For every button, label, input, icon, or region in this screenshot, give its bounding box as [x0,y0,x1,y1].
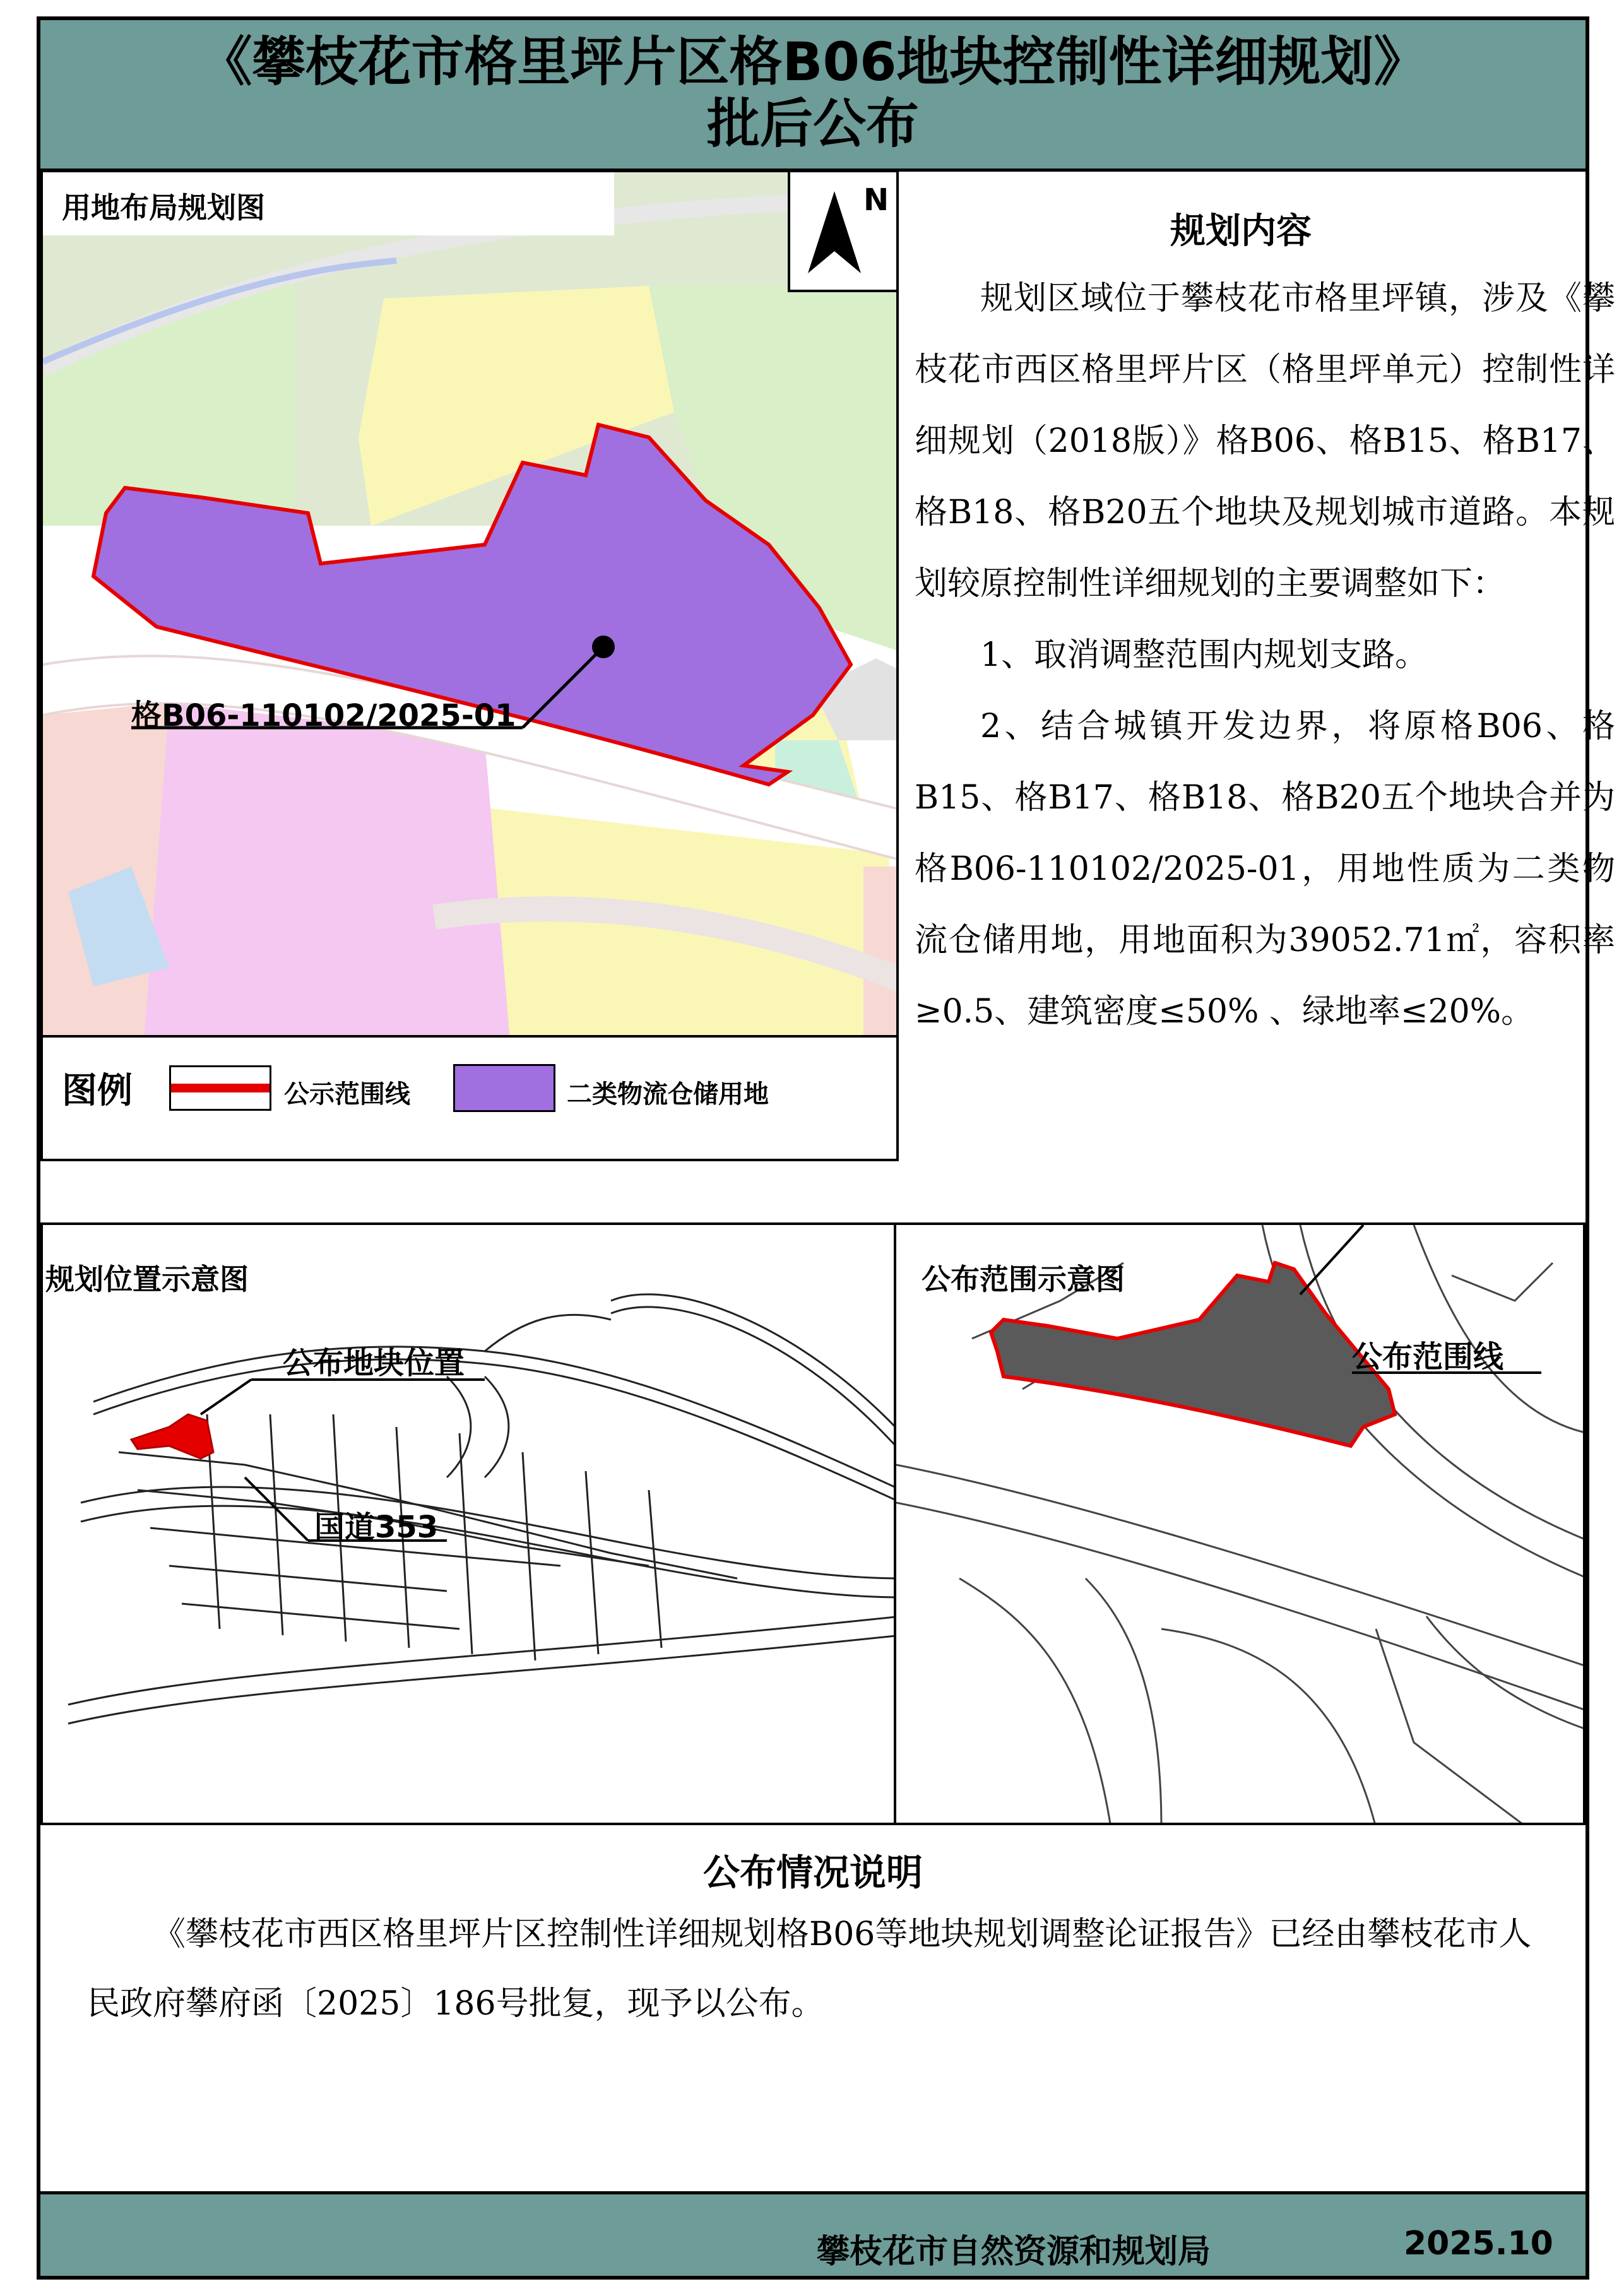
page-title: 《攀枝花市格里坪片区格B06地块控制性详细规划》 [199,31,1427,93]
footer-org: 攀枝花市自然资源和规划局 [817,2233,1211,2271]
location-map-panel [40,1222,899,1825]
notice-text: 《攀枝花市西区格里坪片区控制性详细规划格B06等地块规划调整论证报告》已经由攀枝花市人民政府攀府函〔2025〕186号批复，现予以公布。 [87,1915,1532,2023]
location-site-marker [131,1414,213,1459]
legend-boundary-swatch [169,1065,271,1111]
legend-boundary-label: 公示范围线 [284,1080,410,1109]
scope-boundary-label: 公布范围线 [1352,1339,1504,1375]
plan-content-title: 规划内容 [1170,211,1312,252]
plan-paragraph-2: 1、取消调整范围内规划支路。 [980,636,1428,674]
scope-map-title: 公布范围示意图 [922,1262,1125,1296]
landuse-map-title: 用地布局规划图 [62,191,265,225]
location-map-title: 规划位置示意图 [45,1262,249,1296]
north-label: N [863,182,889,218]
notice-title: 公布情况说明 [702,1851,923,1894]
plan-paragraph-3: 2、结合城镇开发边界，将原格B06、格B15、格B17、格B18、格B20五个地块合并为格B06-110102/2025-01，用地性质为二类物流仓储用地，用地面积为39052.71㎡，容积率≥0.5、建筑密度≤50% 、绿地率≤20%。 [915,707,1615,1031]
landuse-map [43,172,899,1038]
location-site-label: 公布地块位置 [283,1346,465,1381]
page-subtitle: 批后公布 [706,93,919,155]
parcel-label: 格B06-110102/2025-01 [131,698,516,733]
plan-paragraph-1: 规划区域位于攀枝花市格里坪镇，涉及《攀枝花市西区格里坪片区（格里坪单元）控制性详细规划（2018版）》格B06、格B15、格B17、格B18、格B20五个地块及规划城市道路。本规划较原控制性详细规划的主要调整如下： [915,280,1615,603]
landuse-map-panel [40,170,899,1038]
legend-title: 图例 [62,1070,133,1111]
location-road-label: 国道353 [314,1510,439,1545]
scope-map [896,1225,1585,1825]
scope-map-panel [894,1222,1585,1825]
plan-content-body [915,263,1615,1048]
page-frame [37,16,1615,2280]
legend-panel [40,1035,899,1161]
legend-logistics-swatch [453,1064,555,1112]
notice-body [87,1900,1558,2039]
footer-date: 2025.10 [1404,2225,1553,2263]
north-arrow-box [788,172,899,292]
header-banner [40,20,1585,172]
footer-banner [40,2191,1585,2276]
location-map [43,1225,899,1825]
legend-logistics-label: 二类物流仓储用地 [567,1080,769,1109]
